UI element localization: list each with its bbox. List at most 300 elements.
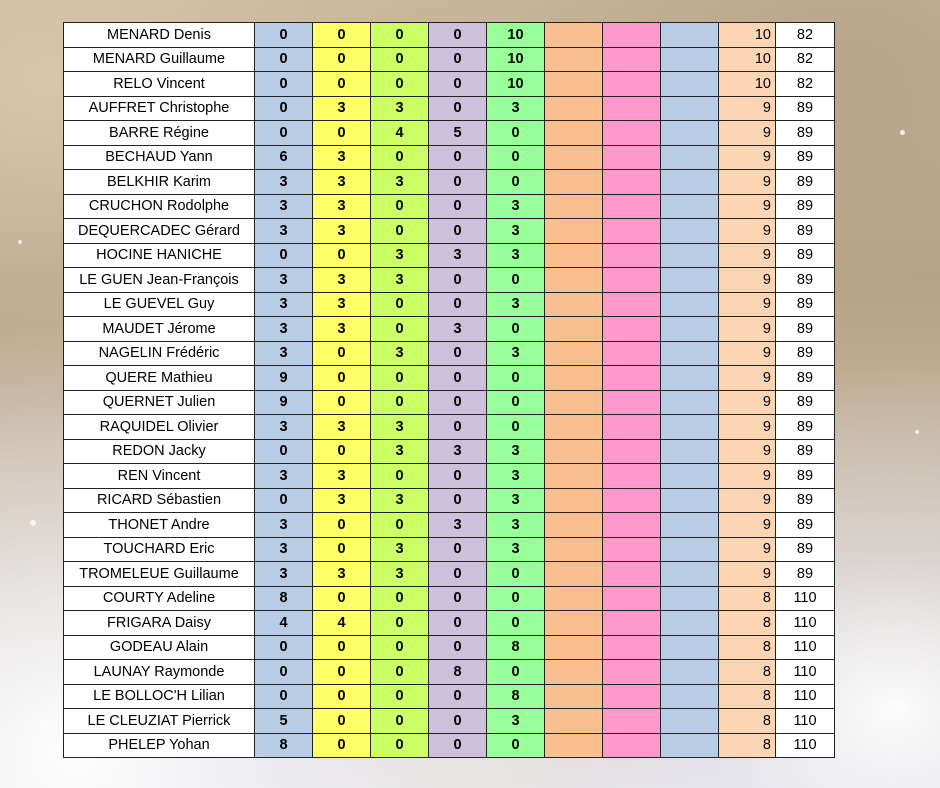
score-cell: 0 xyxy=(429,415,487,440)
empty-score-cell xyxy=(603,121,661,146)
score-cell: 3 xyxy=(255,170,313,195)
rank-cell: 89 xyxy=(776,194,835,219)
score-cell: 0 xyxy=(313,709,371,734)
player-name-cell: BECHAUD Yann xyxy=(64,145,255,170)
table-row xyxy=(64,170,835,195)
empty-score-cell xyxy=(661,733,719,758)
empty-score-cell xyxy=(603,292,661,317)
score-cell: 10 xyxy=(487,47,545,72)
rank-cell: 89 xyxy=(776,317,835,342)
total-cell: 8 xyxy=(719,635,776,660)
score-cell: 3 xyxy=(487,219,545,244)
empty-score-cell xyxy=(545,439,603,464)
score-cell: 3 xyxy=(313,268,371,293)
score-cell: 3 xyxy=(313,317,371,342)
empty-score-cell xyxy=(545,47,603,72)
score-cell: 0 xyxy=(487,562,545,587)
total-cell: 9 xyxy=(719,243,776,268)
total-cell: 9 xyxy=(719,439,776,464)
score-cell: 0 xyxy=(313,390,371,415)
player-name-cell: MENARD Guillaume xyxy=(64,47,255,72)
score-cell: 3 xyxy=(371,243,429,268)
score-cell: 3 xyxy=(487,194,545,219)
empty-score-cell xyxy=(603,72,661,97)
score-cell: 9 xyxy=(255,366,313,391)
score-cell: 3 xyxy=(487,464,545,489)
score-cell: 0 xyxy=(487,586,545,611)
total-cell: 9 xyxy=(719,170,776,195)
score-cell: 8 xyxy=(487,635,545,660)
score-cell: 0 xyxy=(371,709,429,734)
score-cell: 0 xyxy=(313,586,371,611)
empty-score-cell xyxy=(661,390,719,415)
score-cell: 0 xyxy=(313,733,371,758)
rank-cell: 89 xyxy=(776,96,835,121)
score-cell: 0 xyxy=(255,121,313,146)
table-row xyxy=(64,366,835,391)
empty-score-cell xyxy=(661,194,719,219)
rank-cell: 89 xyxy=(776,439,835,464)
empty-score-cell xyxy=(603,47,661,72)
empty-score-cell xyxy=(661,439,719,464)
empty-score-cell xyxy=(603,684,661,709)
table-row xyxy=(64,390,835,415)
table-row xyxy=(64,121,835,146)
table-row xyxy=(64,439,835,464)
score-cell: 3 xyxy=(255,194,313,219)
rank-cell: 89 xyxy=(776,170,835,195)
empty-score-cell xyxy=(661,562,719,587)
table-row xyxy=(64,709,835,734)
score-cell: 0 xyxy=(371,145,429,170)
score-cell: 0 xyxy=(255,684,313,709)
total-cell: 9 xyxy=(719,488,776,513)
total-cell: 8 xyxy=(719,709,776,734)
score-cell: 3 xyxy=(255,268,313,293)
empty-score-cell xyxy=(661,96,719,121)
total-cell: 9 xyxy=(719,537,776,562)
player-name-cell: LE BOLLOC'H Lilian xyxy=(64,684,255,709)
table-row xyxy=(64,96,835,121)
rank-cell: 110 xyxy=(776,684,835,709)
score-cell: 0 xyxy=(313,243,371,268)
rank-cell: 82 xyxy=(776,23,835,48)
rank-cell: 89 xyxy=(776,415,835,440)
score-cell: 0 xyxy=(487,733,545,758)
total-cell: 8 xyxy=(719,611,776,636)
score-cell: 0 xyxy=(429,219,487,244)
score-cell: 3 xyxy=(313,562,371,587)
score-cell: 8 xyxy=(429,660,487,685)
empty-score-cell xyxy=(661,586,719,611)
score-cell: 0 xyxy=(429,488,487,513)
empty-score-cell xyxy=(545,121,603,146)
total-cell: 9 xyxy=(719,121,776,146)
score-cell: 0 xyxy=(371,586,429,611)
empty-score-cell xyxy=(661,464,719,489)
score-cell: 0 xyxy=(371,366,429,391)
table-row xyxy=(64,145,835,170)
score-cell: 0 xyxy=(255,23,313,48)
rank-cell: 89 xyxy=(776,341,835,366)
score-cell: 3 xyxy=(313,415,371,440)
score-cell: 0 xyxy=(429,47,487,72)
empty-score-cell xyxy=(545,72,603,97)
rank-cell: 89 xyxy=(776,145,835,170)
empty-score-cell xyxy=(603,243,661,268)
rank-cell: 110 xyxy=(776,660,835,685)
total-cell: 9 xyxy=(719,366,776,391)
empty-score-cell xyxy=(545,733,603,758)
table-row xyxy=(64,341,835,366)
score-cell: 0 xyxy=(429,194,487,219)
empty-score-cell xyxy=(661,268,719,293)
empty-score-cell xyxy=(545,513,603,538)
empty-score-cell xyxy=(603,341,661,366)
total-cell: 9 xyxy=(719,341,776,366)
total-cell: 9 xyxy=(719,194,776,219)
rank-cell: 89 xyxy=(776,537,835,562)
player-name-cell: MAUDET Jérome xyxy=(64,317,255,342)
empty-score-cell xyxy=(603,537,661,562)
player-name-cell: PHELEP Yohan xyxy=(64,733,255,758)
player-name-cell: LE CLEUZIAT Pierrick xyxy=(64,709,255,734)
score-cell: 0 xyxy=(255,243,313,268)
total-cell: 10 xyxy=(719,23,776,48)
score-cell: 0 xyxy=(371,684,429,709)
score-cell: 0 xyxy=(313,660,371,685)
score-cell: 3 xyxy=(313,464,371,489)
score-cell: 0 xyxy=(487,415,545,440)
table-row xyxy=(64,537,835,562)
empty-score-cell xyxy=(661,341,719,366)
score-cell: 0 xyxy=(255,660,313,685)
score-cell: 0 xyxy=(313,439,371,464)
score-cell: 0 xyxy=(371,464,429,489)
score-cell: 3 xyxy=(371,537,429,562)
total-cell: 9 xyxy=(719,145,776,170)
empty-score-cell xyxy=(545,219,603,244)
score-cell: 0 xyxy=(313,72,371,97)
rank-cell: 110 xyxy=(776,709,835,734)
table-row xyxy=(64,660,835,685)
empty-score-cell xyxy=(545,23,603,48)
player-name-cell: LE GUEN Jean-François xyxy=(64,268,255,293)
score-cell: 0 xyxy=(429,586,487,611)
player-name-cell: QUERE Mathieu xyxy=(64,366,255,391)
empty-score-cell xyxy=(545,488,603,513)
empty-score-cell xyxy=(661,292,719,317)
rank-cell: 89 xyxy=(776,562,835,587)
score-cell: 3 xyxy=(371,562,429,587)
score-cell: 3 xyxy=(487,709,545,734)
rank-cell: 89 xyxy=(776,268,835,293)
score-cell: 3 xyxy=(371,96,429,121)
score-cell: 8 xyxy=(255,586,313,611)
table-row xyxy=(64,733,835,758)
empty-score-cell xyxy=(603,586,661,611)
player-name-cell: TOUCHARD Eric xyxy=(64,537,255,562)
score-cell: 3 xyxy=(429,439,487,464)
total-cell: 9 xyxy=(719,219,776,244)
score-cell: 0 xyxy=(313,366,371,391)
empty-score-cell xyxy=(603,268,661,293)
player-name-cell: LE GUEVEL Guy xyxy=(64,292,255,317)
empty-score-cell xyxy=(545,194,603,219)
score-cell: 3 xyxy=(371,170,429,195)
table-row xyxy=(64,47,835,72)
score-cell: 3 xyxy=(429,317,487,342)
empty-score-cell xyxy=(545,292,603,317)
rank-cell: 89 xyxy=(776,219,835,244)
empty-score-cell xyxy=(603,317,661,342)
score-cell: 0 xyxy=(255,635,313,660)
empty-score-cell xyxy=(661,243,719,268)
player-name-cell: RAQUIDEL Olivier xyxy=(64,415,255,440)
score-cell: 10 xyxy=(487,23,545,48)
score-cell: 0 xyxy=(487,170,545,195)
score-cell: 3 xyxy=(255,513,313,538)
empty-score-cell xyxy=(603,439,661,464)
total-cell: 9 xyxy=(719,415,776,440)
player-name-cell: CRUCHON Rodolphe xyxy=(64,194,255,219)
rank-cell: 89 xyxy=(776,292,835,317)
score-cell: 3 xyxy=(255,341,313,366)
score-cell: 0 xyxy=(371,390,429,415)
score-cell: 3 xyxy=(255,537,313,562)
table-row xyxy=(64,194,835,219)
score-cell: 3 xyxy=(487,488,545,513)
score-cell: 0 xyxy=(429,341,487,366)
score-cell: 0 xyxy=(429,390,487,415)
score-cell: 0 xyxy=(371,72,429,97)
score-cell: 3 xyxy=(313,488,371,513)
empty-score-cell xyxy=(661,635,719,660)
score-cell: 0 xyxy=(429,23,487,48)
empty-score-cell xyxy=(661,170,719,195)
empty-score-cell xyxy=(545,390,603,415)
empty-score-cell xyxy=(545,611,603,636)
player-name-cell: REDON Jacky xyxy=(64,439,255,464)
score-cell: 0 xyxy=(371,611,429,636)
total-cell: 9 xyxy=(719,96,776,121)
score-cell: 0 xyxy=(371,733,429,758)
score-cell: 5 xyxy=(255,709,313,734)
empty-score-cell xyxy=(603,464,661,489)
score-cell: 8 xyxy=(487,684,545,709)
player-name-cell: NAGELIN Frédéric xyxy=(64,341,255,366)
empty-score-cell xyxy=(545,660,603,685)
score-cell: 3 xyxy=(313,292,371,317)
empty-score-cell xyxy=(661,709,719,734)
score-cell: 3 xyxy=(487,513,545,538)
empty-score-cell xyxy=(661,366,719,391)
empty-score-cell xyxy=(603,513,661,538)
empty-score-cell xyxy=(661,488,719,513)
score-cell: 0 xyxy=(429,268,487,293)
table-row xyxy=(64,684,835,709)
score-cell: 0 xyxy=(429,611,487,636)
total-cell: 8 xyxy=(719,586,776,611)
total-cell: 9 xyxy=(719,464,776,489)
empty-score-cell xyxy=(603,390,661,415)
score-cell: 0 xyxy=(487,611,545,636)
empty-score-cell xyxy=(603,562,661,587)
score-cell: 0 xyxy=(255,47,313,72)
player-name-cell: THONET Andre xyxy=(64,513,255,538)
score-cell: 3 xyxy=(255,415,313,440)
empty-score-cell xyxy=(603,733,661,758)
score-cell: 0 xyxy=(371,47,429,72)
score-cell: 0 xyxy=(371,23,429,48)
rank-cell: 110 xyxy=(776,733,835,758)
score-cell: 3 xyxy=(371,341,429,366)
score-cell: 8 xyxy=(255,733,313,758)
empty-score-cell xyxy=(603,415,661,440)
empty-score-cell xyxy=(545,537,603,562)
rank-cell: 89 xyxy=(776,390,835,415)
empty-score-cell xyxy=(661,317,719,342)
player-name-cell: BARRE Régine xyxy=(64,121,255,146)
score-cell: 0 xyxy=(371,292,429,317)
empty-score-cell xyxy=(545,415,603,440)
total-cell: 8 xyxy=(719,733,776,758)
empty-score-cell xyxy=(661,415,719,440)
table-row xyxy=(64,219,835,244)
score-cell: 3 xyxy=(487,439,545,464)
player-name-cell: BELKHIR Karim xyxy=(64,170,255,195)
empty-score-cell xyxy=(661,219,719,244)
score-cell: 3 xyxy=(371,268,429,293)
player-name-cell: TROMELEUE Guillaume xyxy=(64,562,255,587)
ranking-table-body xyxy=(64,23,835,758)
table-row xyxy=(64,23,835,48)
table-row xyxy=(64,317,835,342)
score-cell: 0 xyxy=(371,194,429,219)
score-cell: 3 xyxy=(487,292,545,317)
empty-score-cell xyxy=(545,145,603,170)
score-cell: 3 xyxy=(487,96,545,121)
rank-cell: 89 xyxy=(776,464,835,489)
rank-cell: 110 xyxy=(776,611,835,636)
table-row xyxy=(64,72,835,97)
rank-cell: 110 xyxy=(776,635,835,660)
total-cell: 10 xyxy=(719,47,776,72)
score-cell: 0 xyxy=(429,464,487,489)
total-cell: 9 xyxy=(719,317,776,342)
score-cell: 0 xyxy=(487,317,545,342)
score-cell: 3 xyxy=(255,292,313,317)
score-cell: 0 xyxy=(429,292,487,317)
empty-score-cell xyxy=(545,317,603,342)
empty-score-cell xyxy=(545,586,603,611)
score-cell: 0 xyxy=(429,145,487,170)
table-row xyxy=(64,415,835,440)
table-row xyxy=(64,268,835,293)
table-row xyxy=(64,464,835,489)
score-cell: 3 xyxy=(429,243,487,268)
score-cell: 0 xyxy=(429,72,487,97)
rank-cell: 110 xyxy=(776,586,835,611)
rank-cell: 89 xyxy=(776,366,835,391)
player-name-cell: HOCINE HANICHE xyxy=(64,243,255,268)
total-cell: 9 xyxy=(719,562,776,587)
ranking-table-container xyxy=(63,22,835,758)
empty-score-cell xyxy=(603,366,661,391)
ranking-table xyxy=(63,22,835,758)
table-row xyxy=(64,488,835,513)
score-cell: 0 xyxy=(255,72,313,97)
score-cell: 0 xyxy=(429,96,487,121)
score-cell: 4 xyxy=(313,611,371,636)
total-cell: 9 xyxy=(719,268,776,293)
empty-score-cell xyxy=(661,72,719,97)
score-cell: 3 xyxy=(371,439,429,464)
score-cell: 0 xyxy=(487,145,545,170)
rank-cell: 82 xyxy=(776,47,835,72)
empty-score-cell xyxy=(661,611,719,636)
player-name-cell: LAUNAY Raymonde xyxy=(64,660,255,685)
table-row xyxy=(64,243,835,268)
player-name-cell: RICARD Sébastien xyxy=(64,488,255,513)
empty-score-cell xyxy=(545,243,603,268)
player-name-cell: AUFFRET Christophe xyxy=(64,96,255,121)
score-cell: 0 xyxy=(429,635,487,660)
score-cell: 9 xyxy=(255,390,313,415)
total-cell: 8 xyxy=(719,684,776,709)
total-cell: 9 xyxy=(719,513,776,538)
score-cell: 0 xyxy=(429,366,487,391)
score-cell: 0 xyxy=(371,513,429,538)
score-cell: 0 xyxy=(255,439,313,464)
score-cell: 0 xyxy=(313,23,371,48)
score-cell: 0 xyxy=(487,660,545,685)
empty-score-cell xyxy=(661,145,719,170)
score-cell: 3 xyxy=(487,243,545,268)
rank-cell: 82 xyxy=(776,72,835,97)
player-name-cell: FRIGARA Daisy xyxy=(64,611,255,636)
empty-score-cell xyxy=(661,513,719,538)
empty-score-cell xyxy=(603,635,661,660)
score-cell: 3 xyxy=(313,219,371,244)
score-cell: 0 xyxy=(313,635,371,660)
empty-score-cell xyxy=(603,194,661,219)
empty-score-cell xyxy=(661,684,719,709)
empty-score-cell xyxy=(603,488,661,513)
empty-score-cell xyxy=(545,464,603,489)
empty-score-cell xyxy=(545,96,603,121)
score-cell: 0 xyxy=(313,684,371,709)
score-cell: 0 xyxy=(429,709,487,734)
player-name-cell: MENARD Denis xyxy=(64,23,255,48)
total-cell: 10 xyxy=(719,72,776,97)
score-cell: 3 xyxy=(429,513,487,538)
score-cell: 0 xyxy=(429,562,487,587)
score-cell: 0 xyxy=(371,219,429,244)
empty-score-cell xyxy=(603,219,661,244)
rank-cell: 89 xyxy=(776,121,835,146)
total-cell: 9 xyxy=(719,292,776,317)
score-cell: 0 xyxy=(487,366,545,391)
empty-score-cell xyxy=(545,170,603,195)
empty-score-cell xyxy=(661,23,719,48)
score-cell: 0 xyxy=(371,317,429,342)
player-name-cell: GODEAU Alain xyxy=(64,635,255,660)
empty-score-cell xyxy=(545,562,603,587)
score-cell: 3 xyxy=(487,341,545,366)
total-cell: 9 xyxy=(719,390,776,415)
score-cell: 0 xyxy=(487,121,545,146)
